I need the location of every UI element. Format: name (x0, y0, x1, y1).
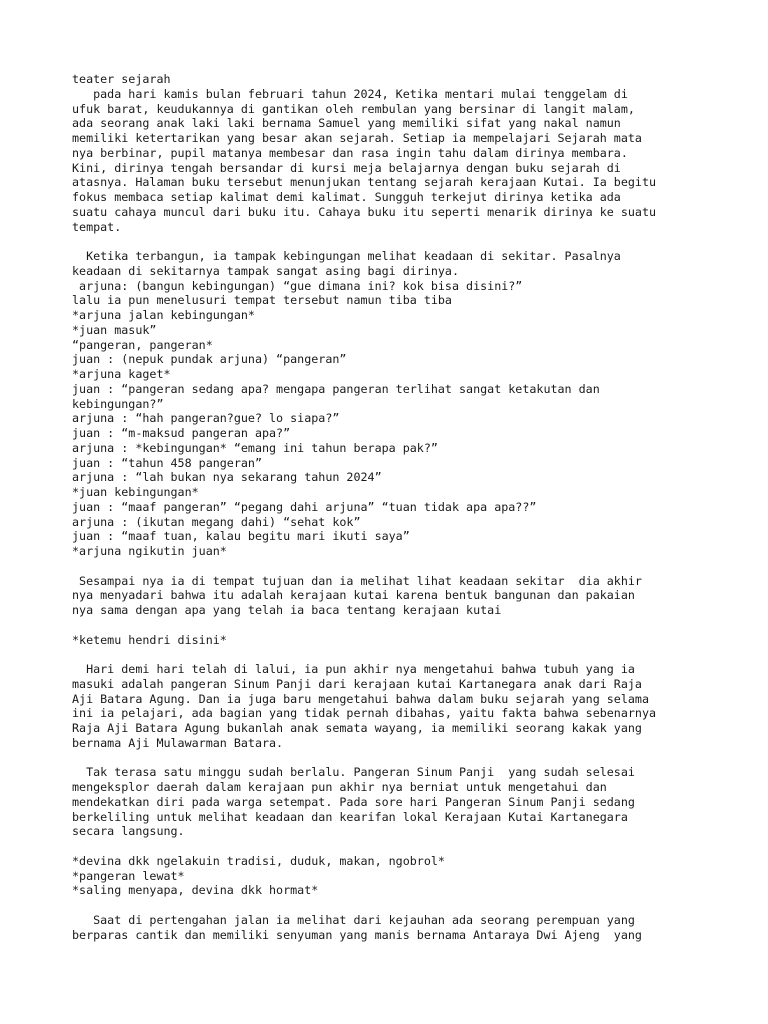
text-line: Ketika terbangun, ia tampak kebingungan melihat keadaan di sekitar. Pasalnya (72, 249, 621, 263)
text-line: suatu cahaya muncul dari buku itu. Cahaya buku itu seperti menarik dirinya ke suatu (72, 204, 657, 219)
text-line: ufuk barat, keudukannya di gantikan oleh rembulan yang bersinar di langit malam, (72, 101, 635, 116)
paragraph-gap (72, 559, 732, 574)
text-line: *pangeran lewat* (72, 868, 185, 883)
text-line: teater sejarah (72, 72, 171, 86)
text-line: masuki adalah pangeran Sinum Panji dari kerajaan kutai Kartanegara anak dari Raja (72, 676, 642, 691)
text-line: *devina dkk ngelakuin tradisi, duduk, makan, ngobrol* (72, 853, 445, 868)
text-line: “pangeran, pangeran* (72, 337, 213, 352)
paragraph-gap (72, 647, 732, 662)
paragraph-gap (72, 839, 732, 854)
text-line: arjuna : (ikutan megang dahi) “sehat kok” (72, 514, 361, 529)
text-line: Aji Batara Agung. Dan ia juga baru mengetahui bahwa dalam buku sejarah yang selama (72, 691, 649, 706)
text-line: *arjuna ngikutin juan* (72, 544, 227, 558)
text-line: arjuna : *kebingungan* “emang ini tahun berapa pak?” (72, 440, 438, 455)
text-line: berkeliling untuk melihat keadaan dan kearifan lokal Kerajaan Kutai Kartanegara (72, 809, 628, 824)
paragraph (72, 249, 732, 559)
paragraph (72, 574, 732, 618)
text-line: Kini, dirinya tengah bersandar di kursi meja belajarnya dengan buku sejarah di (72, 160, 621, 175)
paragraph (72, 913, 732, 943)
text-line: bernama Aji Mulawarman Batara. (72, 735, 284, 750)
text-line: secara langsung. (72, 824, 185, 839)
paragraph-gap (72, 234, 732, 249)
text-line: Sesampai nya ia di tempat tujuan dan ia melihat lihat keadaan sekitar dia akhir (72, 573, 642, 588)
text-line: juan : “maaf pangeran” “pegang dahi arjuna” “tuan tidak apa apa??” (72, 499, 537, 514)
paragraph (72, 765, 732, 839)
text-line: arjuna : “hah pangeran?gue? lo siapa?” (72, 411, 340, 426)
text-line: arjuna: (bangun kebingungan) “gue dimana ini? kok bisa disini?” (72, 278, 523, 293)
document-page (72, 72, 732, 942)
text-line: ada seorang anak laki laki bernama Samuel yang memiliki sifat yang nakal namun (72, 116, 621, 131)
paragraph (72, 633, 732, 648)
text-line: *arjuna jalan kebingungan* (72, 308, 255, 322)
text-line: nya menyadari bahwa itu adalah kerajaan kutai karena bentuk bangunan dan pakaian (72, 588, 635, 603)
paragraph (72, 854, 732, 898)
text-line: mendekatkan diri pada warga setempat. Pada sore hari Pangeran Sinum Panji sedang (72, 794, 635, 809)
text-line: *juan masuk” (72, 322, 157, 337)
text-line: *arjuna kaget* (72, 367, 171, 381)
text-line: lalu ia pun menelusuri tempat tersebut namun tiba tiba (72, 293, 452, 308)
text-line: pada hari kamis bulan februari tahun 2024, Ketika mentari mulai tenggelam di (72, 86, 628, 101)
text-line: *saling menyapa, devina dkk hormat* (72, 883, 319, 898)
text-line: keadaan di sekitarnya tampak sangat asing bagi dirinya. (72, 263, 460, 278)
text-line: nya sama dengan apa yang telah ia baca tentang kerajaan kutai (72, 603, 502, 617)
text-line: juan : (nepuk pundak arjuna) “pangeran” (72, 352, 347, 367)
paragraph-gap (72, 898, 732, 913)
text-line: kebingungan?” (72, 396, 164, 411)
text-line: *ketemu hendri disini* (72, 632, 227, 647)
text-line: Hari demi hari telah di lalui, ia pun akhir nya mengetahui bahwa tubuh yang ia (72, 662, 635, 676)
text-line: memiliki ketertarikan yang besar akan sejarah. Setiap ia mempelajari Sejarah mata (72, 131, 642, 145)
text-line: nya berbinar, pupil matanya membesar dan rasa ingin tahu dalam dirinya membara. (72, 145, 628, 160)
paragraph-gap (72, 618, 732, 633)
paragraph-gap (72, 751, 732, 766)
text-line: Tak terasa satu minggu sudah berlalu. Pangeran Sinum Panji yang sudah selesai (72, 765, 635, 780)
text-line: tempat. (72, 219, 122, 234)
text-line: juan : “m-maksud pangeran apa?” (72, 426, 291, 440)
text-line: atasnya. Halaman buku tersebut menunjukan tentang sejarah kerajaan Kutai. Ia begitu (72, 175, 657, 190)
text-line: mengeksplor daerah dalam kerajaan pun akhir nya berniat untuk mengetahui dan (72, 780, 607, 794)
text-line: ini ia pelajari, ada bagian yang tidak pernah dibahas, yaitu fakta bahwa sebenarnya (72, 706, 657, 721)
paragraph (72, 662, 732, 751)
text-line: juan : “maaf tuan, kalau begitu mari ikuti saya” (72, 529, 410, 544)
text-line: arjuna : “lah bukan nya sekarang tahun 2024” (72, 470, 382, 485)
text-line: fokus membaca setiap kalimat demi kalimat. Sungguh terkejut dirinya ketika ada (72, 190, 621, 204)
text-line: juan : “pangeran sedang apa? mengapa pangeran terlihat sangat ketakutan dan (72, 381, 600, 396)
text-line: berparas cantik dan memiliki senyuman yang manis bernama Antaraya Dwi Ajeng yang (72, 927, 642, 942)
text-line: Saat di pertengahan jalan ia melihat dari kejauhan ada seorang perempuan yang (72, 912, 635, 927)
text-line: juan : “tahun 458 pangeran” (72, 455, 262, 470)
text-line: *juan kebingungan* (72, 485, 199, 499)
paragraph (72, 72, 732, 234)
text-line: Raja Aji Batara Agung bukanlah anak semata wayang, ia memiliki seorang kakak yang (72, 721, 642, 735)
